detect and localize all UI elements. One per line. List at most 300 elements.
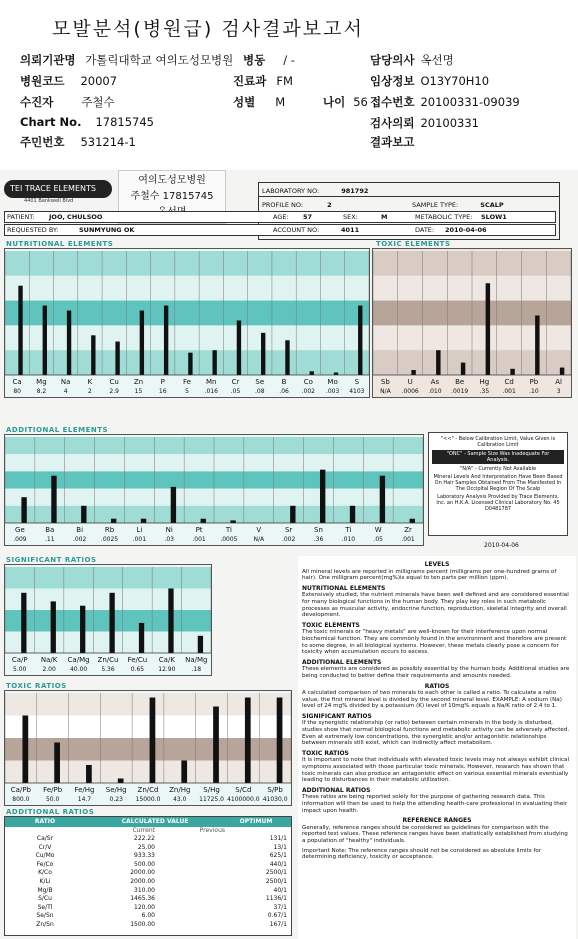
chart-category-label: Cd [504, 378, 514, 386]
chart-category-label: Se/Hg [105, 786, 127, 794]
patient-row [4, 211, 556, 223]
table-row [5, 852, 291, 861]
chart-category-label: Fe/Pb [43, 786, 63, 794]
stamp-line-2: 주철수 17815745 [130, 191, 214, 202]
chart-value-label: .0006 [401, 388, 419, 395]
table-cell: 37/1 [273, 903, 287, 911]
chart-category-label: Li [136, 526, 143, 534]
legend-line-5: Laboratory Analysis Provided by Trace Elements, Inc. an H.K.A. Licensed Clinical Laboratory No. 45 D0481787 [436, 494, 560, 512]
toxic-chart [372, 248, 572, 398]
chart-value-label: .002 [72, 536, 87, 543]
table-row [5, 861, 291, 870]
ref-heading: REFERENCE RANGES [402, 817, 472, 825]
chart-value-label: N/A [380, 388, 391, 395]
chart-bar [461, 363, 465, 375]
table-cell: 167/1 [269, 920, 287, 928]
chart-value-label: .05 [373, 536, 383, 543]
ward-value: / - [283, 53, 295, 67]
table-cell: K/Co [38, 869, 52, 877]
table-cell: Se/Tl [37, 903, 53, 911]
chart-category-label: As [430, 378, 440, 386]
table-row [5, 904, 291, 913]
chart-category-label: Fe [183, 378, 191, 386]
chart-category-label: Fe/Hg [74, 786, 95, 794]
chart-bar [436, 350, 440, 375]
chart-value-label: .009 [13, 536, 27, 543]
ratios-rows [5, 835, 291, 930]
account-no: 4011 [341, 226, 360, 234]
chart-value-label: 2 [88, 388, 92, 395]
table-cell: Ca/Sr [36, 835, 54, 842]
significant-title: SIGNIFICANT RATIOS [6, 556, 97, 564]
chart-band [5, 610, 211, 632]
hospital-code-label: 병원코드 [20, 74, 65, 88]
table-cell [155, 895, 225, 904]
table-cell: Cr/V [38, 843, 52, 851]
table-cell: 2500/1 [265, 869, 287, 877]
legend-box [428, 432, 568, 536]
dept-label: 진료과 [233, 74, 267, 88]
ratios-subheader [5, 827, 291, 835]
age-value: 56 [353, 95, 368, 109]
chart-category-label: Zn [133, 378, 144, 386]
chart-value-label: .002 [281, 536, 296, 543]
table-row [5, 835, 291, 844]
chart-bar [22, 716, 28, 784]
table-cell: 40/1 [273, 886, 287, 894]
addr-text: These ratios are being reported solely for the purpose of gathering research data. This information will then be used to help the attending health-care professional in evaluating their impact upon health. [302, 794, 568, 814]
chart-category-label: Ti [225, 526, 232, 534]
chart-bar [168, 589, 173, 654]
chart-bar [380, 476, 385, 523]
chart-value-label: 5.36 [101, 666, 115, 673]
additional-ratios-table [4, 816, 292, 936]
chart-value-label: .0019 [451, 388, 469, 395]
chart-category-label: Zn/Cu [97, 656, 119, 664]
chart-bar [290, 506, 295, 523]
table-row [5, 844, 291, 853]
sex-label: 성별 [233, 95, 256, 109]
chart-value-label: .36 [313, 536, 324, 543]
chart-value-label: 41030.0 [262, 796, 288, 803]
chart-value-label: .001 [192, 536, 206, 543]
chart-value-label: .010 [428, 388, 442, 395]
lab-no-label: LABORATORY NO: [262, 187, 320, 195]
chart-value-label: 800.0 [12, 796, 30, 803]
nutritional-title: NUTRITIONAL ELEMENTS [6, 240, 114, 248]
tei-logo: TEI TRACE ELEMENTS [4, 180, 112, 198]
lab-no: 981792 [341, 187, 369, 195]
chart-category-label: Mo [327, 378, 338, 386]
ward-label: 병동 [243, 53, 266, 67]
chart-bar [54, 743, 60, 784]
chart-category-label: S/Hg [203, 786, 220, 794]
table-cell: 2000.00 [130, 877, 155, 885]
chart-value-label: .35 [479, 388, 490, 395]
chart-bar [201, 519, 206, 523]
chart-value-label: .001 [502, 388, 516, 395]
table-cell [155, 887, 225, 896]
chart-bar [350, 506, 355, 523]
chart-bar [80, 606, 85, 653]
chart-bar [188, 353, 192, 375]
report-label: 결과보고 [370, 135, 415, 149]
chart-bar [150, 698, 156, 784]
patient-label: 수진자 [20, 95, 54, 109]
doctor-value: 옥선명 [420, 53, 454, 67]
req-label: REQUESTED BY: [7, 226, 59, 234]
chart-category-label: Ni [165, 526, 173, 534]
legend-line-3: "N/A" - Currently Not Available [459, 466, 537, 472]
chart-category-label: S/Cd [235, 786, 252, 794]
chart-band [5, 276, 369, 301]
chart-svg [5, 435, 423, 545]
table-cell: Mg/B [37, 886, 53, 894]
chart-bar [51, 476, 56, 523]
chart-bar [21, 497, 26, 523]
chart-bar [43, 306, 47, 375]
chart-bar [164, 306, 168, 375]
legend-line-2: "ONC" - Sample Size Was Inadequate For Analysis. [432, 450, 564, 464]
toxr-heading: TOXIC RATIOS [302, 749, 349, 757]
chart-category-label: Ba [45, 526, 55, 534]
chart-value-label: .001 [132, 536, 147, 543]
chart-category-label: Cu [109, 378, 119, 386]
nutr-text: Extensively studied, the nutrient minerals have been well defined and are considered essential for many biological functions in the human body. They play key roles in such metabolic processes as muscular activity, endocrine function, reproduction, skeletal integrity and overall development. [302, 592, 569, 619]
chart-bar [358, 306, 362, 375]
profile-no: 2 [327, 201, 332, 209]
chart-value-label: 2.9 [109, 388, 119, 395]
hdr-optimum: OPTIMUM [239, 818, 273, 825]
table-cell: Fe/Co [36, 860, 54, 868]
ratios-text: A calculated comparison of two minerals to each other is called a ratio. To calculate a ratio value, the first mineral level is divided by the second mineral level. EXAMPLE: A sodium (Na) level of 24 mg% divided by a potassium (K) level of 10mg% equals a Na/K ratio of 2.4 to 1. [302, 690, 562, 710]
chart-bar [310, 371, 314, 375]
pt-metabolic-label: METABOLIC TYPE: [415, 213, 473, 221]
sex-value: M [275, 95, 286, 109]
table-cell: 131/1 [269, 835, 287, 842]
chart-bar [560, 368, 564, 375]
chart-band [5, 350, 369, 375]
table-row [5, 878, 291, 887]
table-cell: 13/1 [273, 843, 287, 851]
chart-bar [285, 340, 289, 375]
chart-category-label: Zr [404, 526, 412, 534]
table-cell: Cu/Mo [35, 852, 55, 860]
chart-category-label: Be [455, 378, 465, 386]
chart-bar [510, 369, 514, 375]
chart-bar [410, 519, 415, 523]
chart-bar [535, 315, 539, 375]
chart-value-label: 4100000.0 [227, 796, 260, 803]
chart-category-label: Ge [15, 526, 25, 534]
toxic-title: TOXIC ELEMENTS [376, 240, 451, 248]
chart-value-label: 4103 [349, 388, 365, 395]
chart-bar [261, 333, 265, 375]
request-date-label: 검사의뢰 [370, 116, 415, 130]
legend-line-1: "<<" - Below Calibration Limit, Value Given is Calibration Limit [440, 436, 556, 448]
chart-value-label: 5.00 [13, 666, 27, 673]
chart-band [5, 251, 369, 276]
additional-title: ADDITIONAL ELEMENTS [6, 426, 109, 434]
chart-value-label: 14.7 [77, 796, 92, 803]
table-cell: 933.33 [134, 852, 155, 860]
chart-category-label: Ti [345, 526, 352, 534]
chart-category-label: Rb [104, 526, 115, 534]
chart-category-label: W [374, 526, 382, 534]
chart-value-label: 0.65 [130, 666, 145, 673]
chart-category-label: Sn [314, 526, 323, 534]
hospital-code-value: 20007 [80, 74, 118, 88]
chart-svg [373, 249, 571, 397]
table-cell: 25.00 [137, 843, 155, 851]
chart-value-label: 50.0 [45, 796, 60, 803]
ref-text: Generally, reference ranges should be considered as guidelines for comparison with the reported test values. These reference ranges have been statistically established from studying a population of "healthy" individuals. [302, 824, 568, 844]
chart-category-label: Bi [76, 526, 84, 534]
chart-value-label: 11725.0 [199, 796, 224, 803]
table-cell: 2500/1 [265, 877, 287, 885]
scanned-report [0, 170, 578, 939]
clinical-label: 임상정보 [370, 74, 415, 88]
chart-value-label: .010 [341, 536, 356, 543]
requested-row [4, 224, 556, 236]
chart-value-label: .003 [325, 388, 340, 395]
chart-value-label: 4 [63, 388, 68, 395]
chart-value-label: 0.23 [109, 796, 123, 803]
chart-bar [237, 320, 241, 375]
additional-chart [4, 434, 424, 546]
table-cell: Se/Sn [36, 912, 54, 920]
account-label: ACCOUNT NO: [273, 226, 320, 234]
chart-category-label: Pt [195, 526, 203, 534]
receipt-value: 20100331-09039 [420, 95, 520, 109]
table-cell: 500.00 [134, 860, 155, 868]
req-by: SUNMYUNG OK [79, 226, 135, 234]
chart-value-label: .05 [230, 388, 241, 395]
chart-category-label: Na/Mg [185, 656, 208, 664]
toxr-text: It is important to note that individuals with elevated toxic levels may not always exhibit clinical symptoms associated with those particular toxic minerals. However, research has shown that toxic minerals can also produce an antagonistic effect on various essential minerals eventually leading to disturbances in their metabolic utilization. [302, 757, 570, 784]
date-stamp: 2010-04-06 [484, 542, 519, 549]
chart-svg [5, 565, 211, 675]
table-cell: 0.67/1 [267, 912, 287, 920]
chart-category-label: Zn/Hg [169, 786, 191, 794]
chart-category-label: Ca/Mg [67, 656, 90, 664]
chart-category-label: Sb [380, 378, 390, 386]
table-cell [155, 852, 225, 861]
toxic-ratios-chart [4, 690, 292, 806]
chart-category-label: Hg [479, 378, 490, 386]
chart-value: 17815745 [95, 115, 154, 129]
chart-bar [198, 636, 203, 653]
chart-value-label: 2.00 [42, 666, 56, 673]
chart-category-label: Co [303, 378, 313, 386]
table-cell: 625/1 [269, 852, 287, 860]
additional-ratios-title: ADDITIONAL RATIOS [6, 808, 95, 816]
table-row [5, 887, 291, 896]
chart-bar [109, 593, 114, 653]
chart-band [5, 589, 211, 611]
chart-category-label: B [281, 378, 287, 386]
chart-value-label: .10 [529, 388, 539, 395]
table-cell: Zn/Sn [36, 920, 54, 928]
stamp-line-1: 여의도성모병원 [138, 175, 206, 186]
addr-heading: ADDITIONAL RATIOS [302, 786, 371, 794]
sub-previous: Previous [199, 827, 225, 834]
doctor-label: 담당의사 [370, 53, 415, 67]
table-cell: 1136/1 [265, 895, 287, 903]
chart-value-label: .001 [401, 536, 415, 543]
table-cell: 2000.00 [130, 869, 155, 877]
rrn-value: 531214-1 [80, 135, 136, 149]
chart-value-label: 5 [185, 388, 189, 395]
table-cell: 120.00 [134, 903, 155, 911]
chart-band [5, 325, 369, 350]
profile-label: PROFILE NO: [262, 201, 304, 209]
chart-category-label: Zn/Cd [137, 786, 159, 794]
ref-note: Important Note: The reference ranges should not be considered as absolute limits for determining deficiency, toxicity or acceptance. [302, 847, 542, 861]
chart-bar [139, 623, 144, 653]
table-cell: 310.00 [134, 886, 155, 894]
chart-bar [111, 519, 116, 523]
table-cell: 222.22 [134, 835, 155, 842]
chart-bar [118, 779, 124, 784]
chart-band [5, 632, 211, 654]
chart-bar [140, 311, 144, 375]
institution-value: 가톨릭대학교 여의도성모병원 [85, 53, 234, 67]
chart-value-label: 16 [158, 388, 167, 395]
ratios-heading: RATIOS [424, 682, 450, 690]
dept-value: FM [276, 74, 293, 88]
chart-category-label: P [160, 378, 165, 386]
chart-category-label: Na [60, 378, 71, 386]
chart-value-label: .06 [279, 388, 289, 395]
tox-heading: TOXIC ELEMENTS [302, 621, 360, 629]
logo-address: 4401 Bankwell Blvd [24, 198, 74, 204]
table-cell [155, 921, 225, 930]
report-title: 모발분석(병원급) 검사결과보고서 [52, 18, 364, 40]
chart-value-label: .03 [164, 536, 174, 543]
chart-bar [320, 470, 325, 523]
chart-bar [51, 601, 56, 653]
institution-label: 의뢰기관명 [20, 53, 76, 67]
chart-bar [213, 707, 219, 784]
chart-bar [411, 370, 415, 375]
explanation-column [298, 556, 576, 939]
chart-category-label: Ca/K [158, 656, 175, 664]
sample-type: SCALP [480, 201, 504, 209]
pt-sex-label: SEX: [343, 213, 358, 221]
age-label: 나이 [323, 95, 346, 109]
chart-category-label: S [354, 378, 360, 386]
chart-value-label: .0005 [220, 536, 238, 543]
chart-svg [5, 691, 291, 805]
chart-band [5, 301, 369, 326]
chart-category-label: Mg [36, 378, 47, 386]
chart-bar [171, 487, 176, 523]
chart-value-label: .08 [255, 388, 265, 395]
sig-text: If the synergistic relationship (or ratio) between certain minerals in the body is disturbed, studies show that normal biological functions and metabolic activity can be adversely affected. Even at extremely low concentrations, the synergistic and/or antagonistic relationships between minerals still exist, which can indirectly affect metabolism. [302, 720, 570, 747]
table-cell [155, 878, 225, 887]
chart-category-label: Sr [284, 526, 293, 534]
chart-bar [245, 698, 251, 784]
table-row [5, 869, 291, 878]
chart-value-label: 43.0 [173, 796, 187, 803]
legend-line-4: Mineral Levels And Interpretation Have Been Based On Hair Samples Obtained From The Manifested In The Occipital Region Of The Scalp [433, 474, 563, 492]
levels-heading: LEVELS [424, 561, 450, 568]
table-cell: K/Li [39, 877, 51, 885]
chart-value-label: .11 [45, 536, 55, 543]
pt-patient-label: PATIENT: [7, 213, 35, 221]
chart-value-label: 12.90 [158, 666, 176, 673]
chart-category-label: Mn [206, 378, 217, 386]
clinical-value: O13Y70H10 [420, 74, 490, 88]
hdr-calculated: CALCULATED VALUE [121, 818, 189, 825]
add-heading: ADDITIONAL ELEMENTS [302, 658, 382, 666]
sig-heading: SIGNIFICANT RATIOS [302, 712, 372, 720]
table-cell: 1465.36 [130, 895, 155, 903]
chart-value-label: .016 [204, 388, 218, 395]
table-cell [155, 861, 225, 870]
chart-category-label: Na/K [40, 656, 58, 664]
chart-bar [141, 519, 146, 523]
table-row [5, 921, 291, 930]
ratios-header [5, 817, 291, 827]
table-cell: S/Cu [38, 895, 52, 903]
tox-text: The toxic minerals or "heavy metals" are well-known for their interference upon normal biochemical function. They are commonly found in the environment and therefore are present to some degree, in all biological systems. However, these metals clearly pose a concern for toxicity when accumulation occurs to excess. [302, 629, 567, 656]
chart-category-label: Fe/Cu [127, 656, 148, 664]
pt-sex: M [381, 213, 388, 221]
chart-bar [18, 286, 22, 375]
table-cell [155, 869, 225, 878]
chart-value-label: 3 [556, 388, 561, 395]
table-cell: 440/1 [269, 860, 287, 868]
date-value: 2010-04-06 [445, 226, 487, 234]
toxic-ratios-title: TOXIC RATIOS [6, 682, 67, 690]
chart-bar [81, 506, 86, 523]
chart-bar [67, 311, 71, 375]
sample-label: SAMPLE TYPE: [412, 201, 459, 209]
table-cell [155, 844, 225, 853]
info-row-1 [20, 52, 233, 68]
nutritional-chart [4, 248, 370, 398]
chart-value-label: .18 [191, 666, 202, 673]
chart-category-label: Al [555, 378, 562, 386]
chart-value-label: 80 [13, 388, 21, 395]
rrn-label: 주민번호 [20, 135, 65, 149]
table-row [5, 895, 291, 904]
chart-label: Chart No. [20, 115, 82, 129]
pt-age: 57 [303, 213, 313, 221]
chart-category-label: U [407, 378, 413, 386]
pt-age-label: AGE: [273, 213, 289, 221]
table-cell [155, 904, 225, 913]
chart-value-label: 8.2 [36, 388, 47, 395]
chart-value-label: 15000.0 [135, 796, 161, 803]
nutr-heading: NUTRITIONAL ELEMENTS [302, 584, 386, 592]
chart-bar [21, 593, 26, 653]
receipt-label: 접수번호 [370, 95, 415, 109]
add-text: These elements are considered as possibly essential by the human body. Additional studies are being conducted to better define their requirements and amounts needed. [302, 666, 570, 679]
chart-category-label: K [87, 378, 93, 386]
pt-metabolic: SLOW1 [481, 213, 507, 221]
table-row [5, 912, 291, 921]
pt-patient-name: JOO, CHULSOO [49, 213, 103, 221]
request-date-value: 20100331 [420, 116, 479, 130]
chart-bar [181, 761, 187, 784]
chart-value-label: N/A [253, 536, 265, 543]
table-cell: 1500.00 [130, 920, 155, 928]
chart-value-label: 40.00 [69, 666, 88, 673]
chart-category-label: Ca/P [11, 656, 28, 664]
